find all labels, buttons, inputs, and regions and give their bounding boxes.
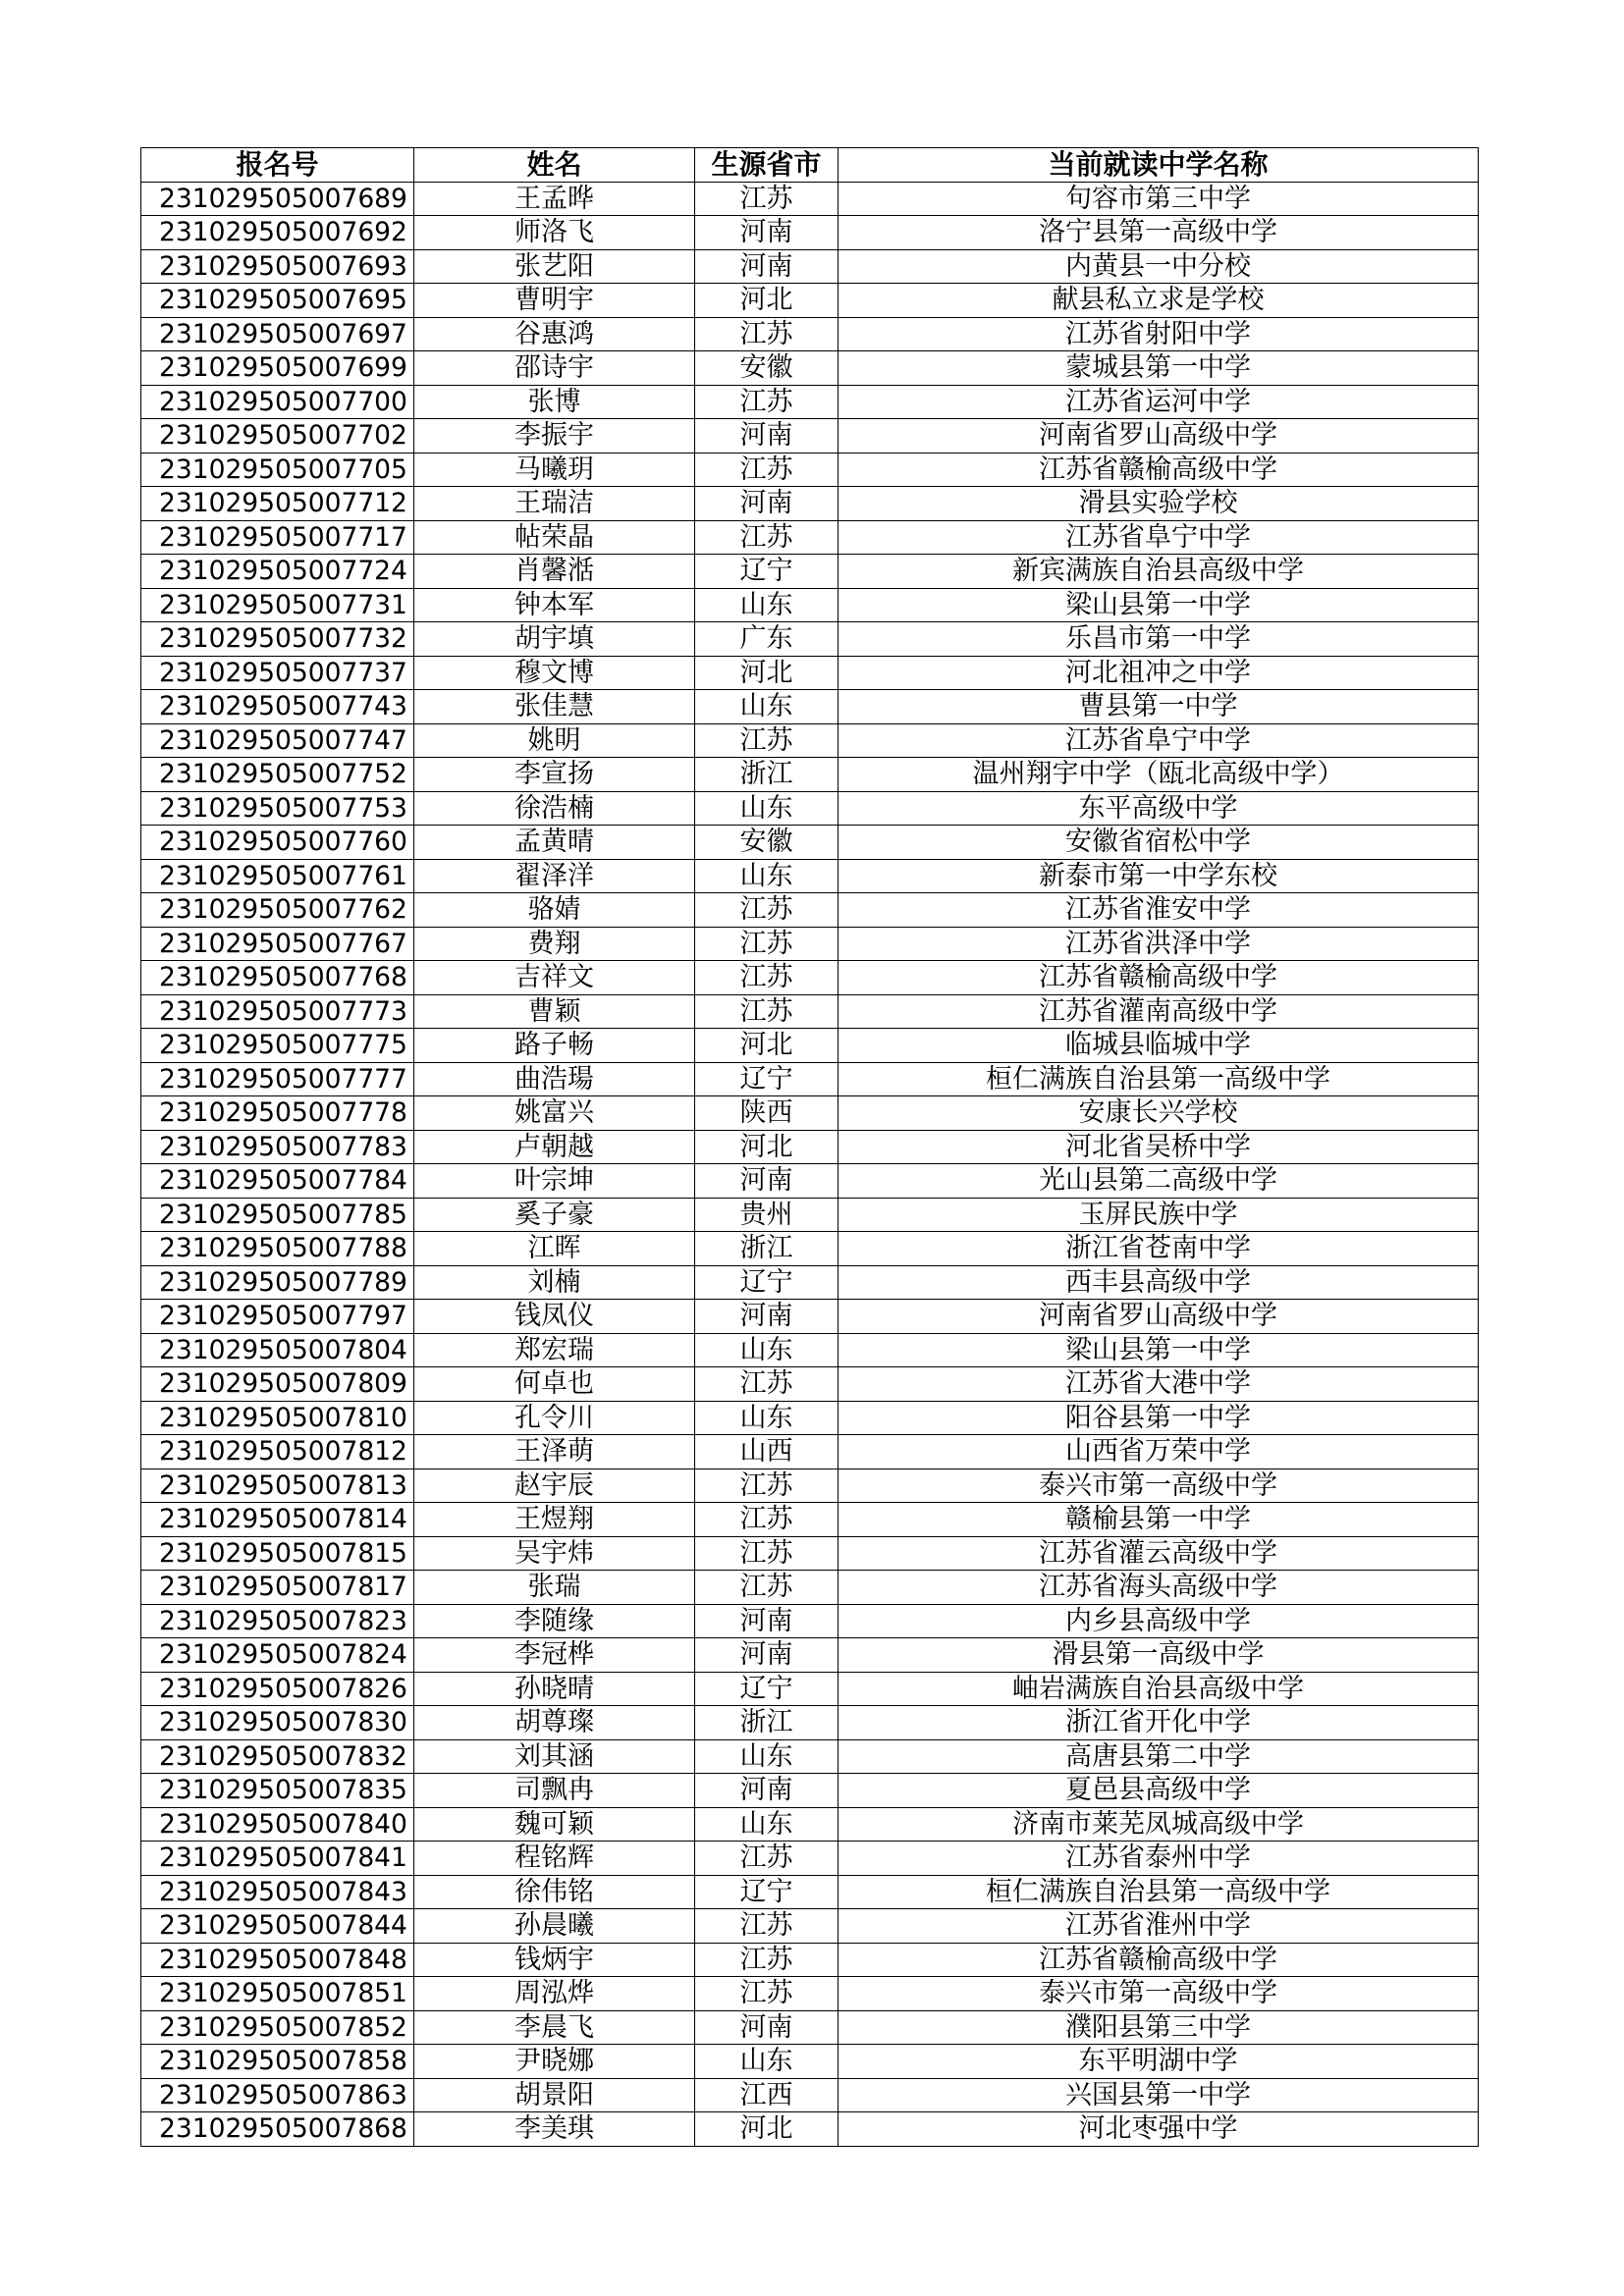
table-row — [141, 1164, 1479, 1199]
registration-number-cell: 231029505007858 — [141, 2045, 414, 2079]
school-cell: 江苏省大港中学 — [839, 1367, 1479, 1402]
name-cell: 张博 — [414, 385, 695, 419]
school-cell: 河南省罗山高级中学 — [839, 1300, 1479, 1334]
registration-number-cell: 231029505007843 — [141, 1875, 414, 1909]
registration-number-cell: 231029505007777 — [141, 1062, 414, 1096]
registration-number-cell: 231029505007692 — [141, 216, 414, 250]
registration-number-cell: 231029505007830 — [141, 1706, 414, 1740]
name-cell: 徐浩楠 — [414, 791, 695, 826]
table-row — [141, 588, 1479, 622]
registration-number-cell: 231029505007852 — [141, 2010, 414, 2045]
table-header — [141, 148, 1479, 183]
province-cell: 江苏 — [695, 1842, 839, 1876]
province-cell: 山东 — [695, 1401, 839, 1435]
table-row — [141, 1638, 1479, 1673]
school-cell: 岫岩满族自治县高级中学 — [839, 1672, 1479, 1706]
school-cell: 江苏省赣榆高级中学 — [839, 1943, 1479, 1977]
name-cell: 奚子豪 — [414, 1198, 695, 1232]
school-cell: 光山县第二高级中学 — [839, 1164, 1479, 1199]
registration-number-cell: 231029505007817 — [141, 1571, 414, 1605]
school-cell: 江苏省阜宁中学 — [839, 723, 1479, 758]
table-row — [141, 1062, 1479, 1096]
province-cell: 河北 — [695, 1029, 839, 1063]
name-cell: 孙晓晴 — [414, 1672, 695, 1706]
name-cell: 费翔 — [414, 927, 695, 961]
name-cell: 翟泽洋 — [414, 859, 695, 893]
registration-number-cell: 231029505007851 — [141, 1977, 414, 2011]
name-cell: 吉祥文 — [414, 961, 695, 995]
registration-number-cell: 231029505007768 — [141, 961, 414, 995]
header-province: 生源省市 — [695, 148, 839, 183]
registration-number-cell: 231029505007732 — [141, 622, 414, 657]
province-cell: 山东 — [695, 2045, 839, 2079]
province-cell: 河南 — [695, 419, 839, 454]
registration-number-cell: 231029505007747 — [141, 723, 414, 758]
province-cell: 安徽 — [695, 351, 839, 386]
registration-number-cell: 231029505007724 — [141, 555, 414, 589]
name-cell: 王泽萌 — [414, 1435, 695, 1469]
registration-number-cell: 231029505007832 — [141, 1739, 414, 1774]
registration-number-cell: 231029505007812 — [141, 1435, 414, 1469]
school-cell: 濮阳县第三中学 — [839, 2010, 1479, 2045]
table-row — [141, 961, 1479, 995]
table-row — [141, 1029, 1479, 1063]
school-cell: 浙江省苍南中学 — [839, 1232, 1479, 1266]
table-row — [141, 1401, 1479, 1435]
province-cell: 山东 — [695, 690, 839, 724]
province-cell: 河南 — [695, 1604, 839, 1638]
registration-number-cell: 231029505007814 — [141, 1503, 414, 1537]
table-row — [141, 1232, 1479, 1266]
school-cell: 阳谷县第一中学 — [839, 1401, 1479, 1435]
province-cell: 辽宁 — [695, 1265, 839, 1300]
name-cell: 胡景阳 — [414, 2078, 695, 2112]
roster-table — [140, 147, 1479, 2147]
name-cell: 李冠桦 — [414, 1638, 695, 1673]
registration-number-cell: 231029505007868 — [141, 2112, 414, 2147]
school-cell: 济南市莱芜凤城高级中学 — [839, 1807, 1479, 1842]
registration-number-cell: 231029505007712 — [141, 487, 414, 521]
province-cell: 河南 — [695, 1638, 839, 1673]
province-cell: 江苏 — [695, 317, 839, 351]
name-cell: 李晨飞 — [414, 2010, 695, 2045]
school-cell: 滑县第一高级中学 — [839, 1638, 1479, 1673]
name-cell: 肖馨湉 — [414, 555, 695, 589]
school-cell: 献县私立求是学校 — [839, 284, 1479, 318]
school-cell: 新宾满族自治县高级中学 — [839, 555, 1479, 589]
name-cell: 师洛飞 — [414, 216, 695, 250]
name-cell: 钟本军 — [414, 588, 695, 622]
school-cell: 江苏省阜宁中学 — [839, 520, 1479, 555]
table-row — [141, 1435, 1479, 1469]
registration-number-cell: 231029505007815 — [141, 1536, 414, 1571]
table-row — [141, 791, 1479, 826]
school-cell: 洛宁县第一高级中学 — [839, 216, 1479, 250]
registration-number-cell: 231029505007848 — [141, 1943, 414, 1977]
province-cell: 江苏 — [695, 893, 839, 928]
table-row — [141, 1265, 1479, 1300]
province-cell: 安徽 — [695, 826, 839, 860]
registration-number-cell: 231029505007804 — [141, 1333, 414, 1367]
name-cell: 孟黄晴 — [414, 826, 695, 860]
province-cell: 辽宁 — [695, 555, 839, 589]
registration-number-cell: 231029505007809 — [141, 1367, 414, 1402]
name-cell: 张艺阳 — [414, 249, 695, 284]
name-cell: 江晖 — [414, 1232, 695, 1266]
table-row — [141, 487, 1479, 521]
table-row — [141, 317, 1479, 351]
province-cell: 广东 — [695, 622, 839, 657]
province-cell: 江苏 — [695, 994, 839, 1029]
table-row — [141, 1096, 1479, 1131]
school-cell: 江苏省泰州中学 — [839, 1842, 1479, 1876]
table-row — [141, 1503, 1479, 1537]
province-cell: 山东 — [695, 1807, 839, 1842]
table-row — [141, 723, 1479, 758]
name-cell: 司飘冉 — [414, 1774, 695, 1808]
school-cell: 蒙城县第一中学 — [839, 351, 1479, 386]
registration-number-cell: 231029505007784 — [141, 1164, 414, 1199]
table-row — [141, 1909, 1479, 1944]
name-cell: 马曦玥 — [414, 453, 695, 487]
province-cell: 山东 — [695, 791, 839, 826]
province-cell: 辽宁 — [695, 1672, 839, 1706]
name-cell: 骆婧 — [414, 893, 695, 928]
table-row — [141, 385, 1479, 419]
province-cell: 江苏 — [695, 723, 839, 758]
school-cell: 桓仁满族自治县第一高级中学 — [839, 1062, 1479, 1096]
name-cell: 孙晨曦 — [414, 1909, 695, 1944]
province-cell: 山西 — [695, 1435, 839, 1469]
school-cell: 新泰市第一中学东校 — [839, 859, 1479, 893]
province-cell: 江苏 — [695, 1503, 839, 1537]
header-name: 姓名 — [414, 148, 695, 183]
table-row — [141, 859, 1479, 893]
province-cell: 江苏 — [695, 1468, 839, 1503]
school-cell: 江苏省灌南高级中学 — [839, 994, 1479, 1029]
name-cell: 卢朝越 — [414, 1130, 695, 1164]
table-row — [141, 1130, 1479, 1164]
header-row — [141, 148, 1479, 183]
table-row — [141, 520, 1479, 555]
province-cell: 贵州 — [695, 1198, 839, 1232]
table-row — [141, 2045, 1479, 2079]
school-cell: 河北省吴桥中学 — [839, 1130, 1479, 1164]
registration-number-cell: 231029505007813 — [141, 1468, 414, 1503]
registration-number-cell: 231029505007826 — [141, 1672, 414, 1706]
table-row — [141, 656, 1479, 690]
province-cell: 江苏 — [695, 520, 839, 555]
name-cell: 程铭辉 — [414, 1842, 695, 1876]
table-row — [141, 1977, 1479, 2011]
school-cell: 江苏省淮安中学 — [839, 893, 1479, 928]
table-row — [141, 758, 1479, 792]
school-cell: 东平高级中学 — [839, 791, 1479, 826]
header-school: 当前就读中学名称 — [839, 148, 1479, 183]
province-cell: 辽宁 — [695, 1875, 839, 1909]
province-cell: 河南 — [695, 216, 839, 250]
registration-number-cell: 231029505007789 — [141, 1265, 414, 1300]
table-body — [141, 182, 1479, 2146]
name-cell: 姚富兴 — [414, 1096, 695, 1131]
name-cell: 钱凤仪 — [414, 1300, 695, 1334]
table-row — [141, 1367, 1479, 1402]
school-cell: 河南省罗山高级中学 — [839, 419, 1479, 454]
school-cell: 河北枣强中学 — [839, 2112, 1479, 2147]
province-cell: 江苏 — [695, 1909, 839, 1944]
name-cell: 李宣扬 — [414, 758, 695, 792]
name-cell: 何卓也 — [414, 1367, 695, 1402]
table-row — [141, 2078, 1479, 2112]
name-cell: 王煜翔 — [414, 1503, 695, 1537]
table-row — [141, 216, 1479, 250]
province-cell: 江苏 — [695, 927, 839, 961]
province-cell: 河北 — [695, 1130, 839, 1164]
province-cell: 浙江 — [695, 1706, 839, 1740]
table-row — [141, 1571, 1479, 1605]
header-registration-number: 报名号 — [141, 148, 414, 183]
table-row — [141, 994, 1479, 1029]
province-cell: 江苏 — [695, 1367, 839, 1402]
school-cell: 江苏省赣榆高级中学 — [839, 961, 1479, 995]
table-row — [141, 351, 1479, 386]
registration-number-cell: 231029505007743 — [141, 690, 414, 724]
name-cell: 张佳慧 — [414, 690, 695, 724]
province-cell: 河南 — [695, 1164, 839, 1199]
province-cell: 江苏 — [695, 182, 839, 216]
name-cell: 帖荣晶 — [414, 520, 695, 555]
registration-number-cell: 231029505007823 — [141, 1604, 414, 1638]
name-cell: 孔令川 — [414, 1401, 695, 1435]
table-row — [141, 1333, 1479, 1367]
registration-number-cell: 231029505007767 — [141, 927, 414, 961]
school-cell: 江苏省淮州中学 — [839, 1909, 1479, 1944]
registration-number-cell: 231029505007762 — [141, 893, 414, 928]
registration-number-cell: 231029505007785 — [141, 1198, 414, 1232]
school-cell: 江苏省灌云高级中学 — [839, 1536, 1479, 1571]
school-cell: 桓仁满族自治县第一高级中学 — [839, 1875, 1479, 1909]
school-cell: 山西省万荣中学 — [839, 1435, 1479, 1469]
registration-number-cell: 231029505007702 — [141, 419, 414, 454]
registration-number-cell: 231029505007841 — [141, 1842, 414, 1876]
school-cell: 高唐县第二中学 — [839, 1739, 1479, 1774]
school-cell: 赣榆县第一中学 — [839, 1503, 1479, 1537]
registration-number-cell: 231029505007705 — [141, 453, 414, 487]
school-cell: 江苏省洪泽中学 — [839, 927, 1479, 961]
registration-number-cell: 231029505007752 — [141, 758, 414, 792]
registration-number-cell: 231029505007824 — [141, 1638, 414, 1673]
name-cell: 李美琪 — [414, 2112, 695, 2147]
province-cell: 河南 — [695, 2010, 839, 2045]
school-cell: 梁山县第一中学 — [839, 588, 1479, 622]
table-row — [141, 927, 1479, 961]
school-cell: 临城县临城中学 — [839, 1029, 1479, 1063]
name-cell: 刘楠 — [414, 1265, 695, 1300]
school-cell: 江苏省赣榆高级中学 — [839, 453, 1479, 487]
registration-number-cell: 231029505007689 — [141, 182, 414, 216]
province-cell: 辽宁 — [695, 1062, 839, 1096]
province-cell: 江西 — [695, 2078, 839, 2112]
province-cell: 浙江 — [695, 758, 839, 792]
school-cell: 句容市第三中学 — [839, 182, 1479, 216]
name-cell: 徐伟铭 — [414, 1875, 695, 1909]
province-cell: 江苏 — [695, 1943, 839, 1977]
registration-number-cell: 231029505007840 — [141, 1807, 414, 1842]
school-cell: 夏邑县高级中学 — [839, 1774, 1479, 1808]
table-row — [141, 1807, 1479, 1842]
registration-number-cell: 231029505007810 — [141, 1401, 414, 1435]
school-cell: 安徽省宿松中学 — [839, 826, 1479, 860]
name-cell: 刘其涵 — [414, 1739, 695, 1774]
table-row — [141, 453, 1479, 487]
registration-number-cell: 231029505007695 — [141, 284, 414, 318]
name-cell: 赵宇辰 — [414, 1468, 695, 1503]
table-row — [141, 690, 1479, 724]
registration-number-cell: 231029505007731 — [141, 588, 414, 622]
school-cell: 安康长兴学校 — [839, 1096, 1479, 1131]
registration-number-cell: 231029505007700 — [141, 385, 414, 419]
name-cell: 曹明宇 — [414, 284, 695, 318]
province-cell: 河北 — [695, 284, 839, 318]
school-cell: 江苏省运河中学 — [839, 385, 1479, 419]
province-cell: 江苏 — [695, 961, 839, 995]
registration-number-cell: 231029505007737 — [141, 656, 414, 690]
name-cell: 李振宇 — [414, 419, 695, 454]
registration-number-cell: 231029505007773 — [141, 994, 414, 1029]
name-cell: 胡宇填 — [414, 622, 695, 657]
school-cell: 东平明湖中学 — [839, 2045, 1479, 2079]
table-row — [141, 1774, 1479, 1808]
name-cell: 王孟晔 — [414, 182, 695, 216]
registration-number-cell: 231029505007788 — [141, 1232, 414, 1266]
registration-number-cell: 231029505007778 — [141, 1096, 414, 1131]
province-cell: 江苏 — [695, 1977, 839, 2011]
name-cell: 曲浩瑒 — [414, 1062, 695, 1096]
table-row — [141, 893, 1479, 928]
school-cell: 玉屏民族中学 — [839, 1198, 1479, 1232]
school-cell: 泰兴市第一高级中学 — [839, 1468, 1479, 1503]
school-cell: 温州翔宇中学（瓯北高级中学） — [839, 758, 1479, 792]
name-cell: 尹晓娜 — [414, 2045, 695, 2079]
name-cell: 胡尊璨 — [414, 1706, 695, 1740]
school-cell: 浙江省开化中学 — [839, 1706, 1479, 1740]
table-row — [141, 284, 1479, 318]
table-row — [141, 249, 1479, 284]
table-row — [141, 826, 1479, 860]
table-row — [141, 2112, 1479, 2147]
registration-number-cell: 231029505007760 — [141, 826, 414, 860]
registration-number-cell: 231029505007775 — [141, 1029, 414, 1063]
school-cell: 江苏省射阳中学 — [839, 317, 1479, 351]
province-cell: 山东 — [695, 1333, 839, 1367]
table-row — [141, 1604, 1479, 1638]
school-cell: 曹县第一中学 — [839, 690, 1479, 724]
school-cell: 西丰县高级中学 — [839, 1265, 1479, 1300]
registration-number-cell: 231029505007863 — [141, 2078, 414, 2112]
name-cell: 魏可颖 — [414, 1807, 695, 1842]
registration-number-cell: 231029505007783 — [141, 1130, 414, 1164]
table-row — [141, 1842, 1479, 1876]
province-cell: 江苏 — [695, 1571, 839, 1605]
table-row — [141, 419, 1479, 454]
table-row — [141, 1943, 1479, 1977]
school-cell: 内黄县一中分校 — [839, 249, 1479, 284]
registration-number-cell: 231029505007717 — [141, 520, 414, 555]
table-row — [141, 2010, 1479, 2045]
registration-number-cell: 231029505007844 — [141, 1909, 414, 1944]
province-cell: 河南 — [695, 1300, 839, 1334]
province-cell: 陕西 — [695, 1096, 839, 1131]
table-row — [141, 1672, 1479, 1706]
name-cell: 郑宏瑞 — [414, 1333, 695, 1367]
name-cell: 邵诗宇 — [414, 351, 695, 386]
name-cell: 曹颖 — [414, 994, 695, 1029]
province-cell: 河北 — [695, 2112, 839, 2147]
name-cell: 周泓烨 — [414, 1977, 695, 2011]
school-cell: 乐昌市第一中学 — [839, 622, 1479, 657]
school-cell: 泰兴市第一高级中学 — [839, 1977, 1479, 2011]
name-cell: 穆文博 — [414, 656, 695, 690]
name-cell: 钱炳宇 — [414, 1943, 695, 1977]
school-cell: 梁山县第一中学 — [839, 1333, 1479, 1367]
name-cell: 姚明 — [414, 723, 695, 758]
registration-number-cell: 231029505007761 — [141, 859, 414, 893]
name-cell: 张瑞 — [414, 1571, 695, 1605]
name-cell: 路子畅 — [414, 1029, 695, 1063]
province-cell: 江苏 — [695, 1536, 839, 1571]
school-cell: 内乡县高级中学 — [839, 1604, 1479, 1638]
table-row — [141, 1536, 1479, 1571]
school-cell: 河北祖冲之中学 — [839, 656, 1479, 690]
province-cell: 河北 — [695, 656, 839, 690]
table-row — [141, 1739, 1479, 1774]
table-row — [141, 1198, 1479, 1232]
table-row — [141, 622, 1479, 657]
table-row — [141, 1300, 1479, 1334]
registration-number-cell: 231029505007753 — [141, 791, 414, 826]
province-cell: 河南 — [695, 487, 839, 521]
table-row — [141, 1468, 1479, 1503]
province-cell: 河南 — [695, 1774, 839, 1808]
province-cell: 山东 — [695, 588, 839, 622]
name-cell: 王瑞洁 — [414, 487, 695, 521]
table-row — [141, 555, 1479, 589]
registration-number-cell: 231029505007693 — [141, 249, 414, 284]
name-cell: 吴宇炜 — [414, 1536, 695, 1571]
table-row — [141, 1706, 1479, 1740]
province-cell: 山东 — [695, 859, 839, 893]
table-row — [141, 1875, 1479, 1909]
registration-number-cell: 231029505007699 — [141, 351, 414, 386]
province-cell: 浙江 — [695, 1232, 839, 1266]
school-cell: 兴国县第一中学 — [839, 2078, 1479, 2112]
table-row — [141, 182, 1479, 216]
name-cell: 叶宗坤 — [414, 1164, 695, 1199]
name-cell: 谷惠鸿 — [414, 317, 695, 351]
registration-number-cell: 231029505007797 — [141, 1300, 414, 1334]
name-cell: 李随缘 — [414, 1604, 695, 1638]
province-cell: 江苏 — [695, 453, 839, 487]
school-cell: 江苏省海头高级中学 — [839, 1571, 1479, 1605]
province-cell: 江苏 — [695, 385, 839, 419]
registration-number-cell: 231029505007697 — [141, 317, 414, 351]
province-cell: 河南 — [695, 249, 839, 284]
province-cell: 山东 — [695, 1739, 839, 1774]
school-cell: 滑县实验学校 — [839, 487, 1479, 521]
registration-number-cell: 231029505007835 — [141, 1774, 414, 1808]
